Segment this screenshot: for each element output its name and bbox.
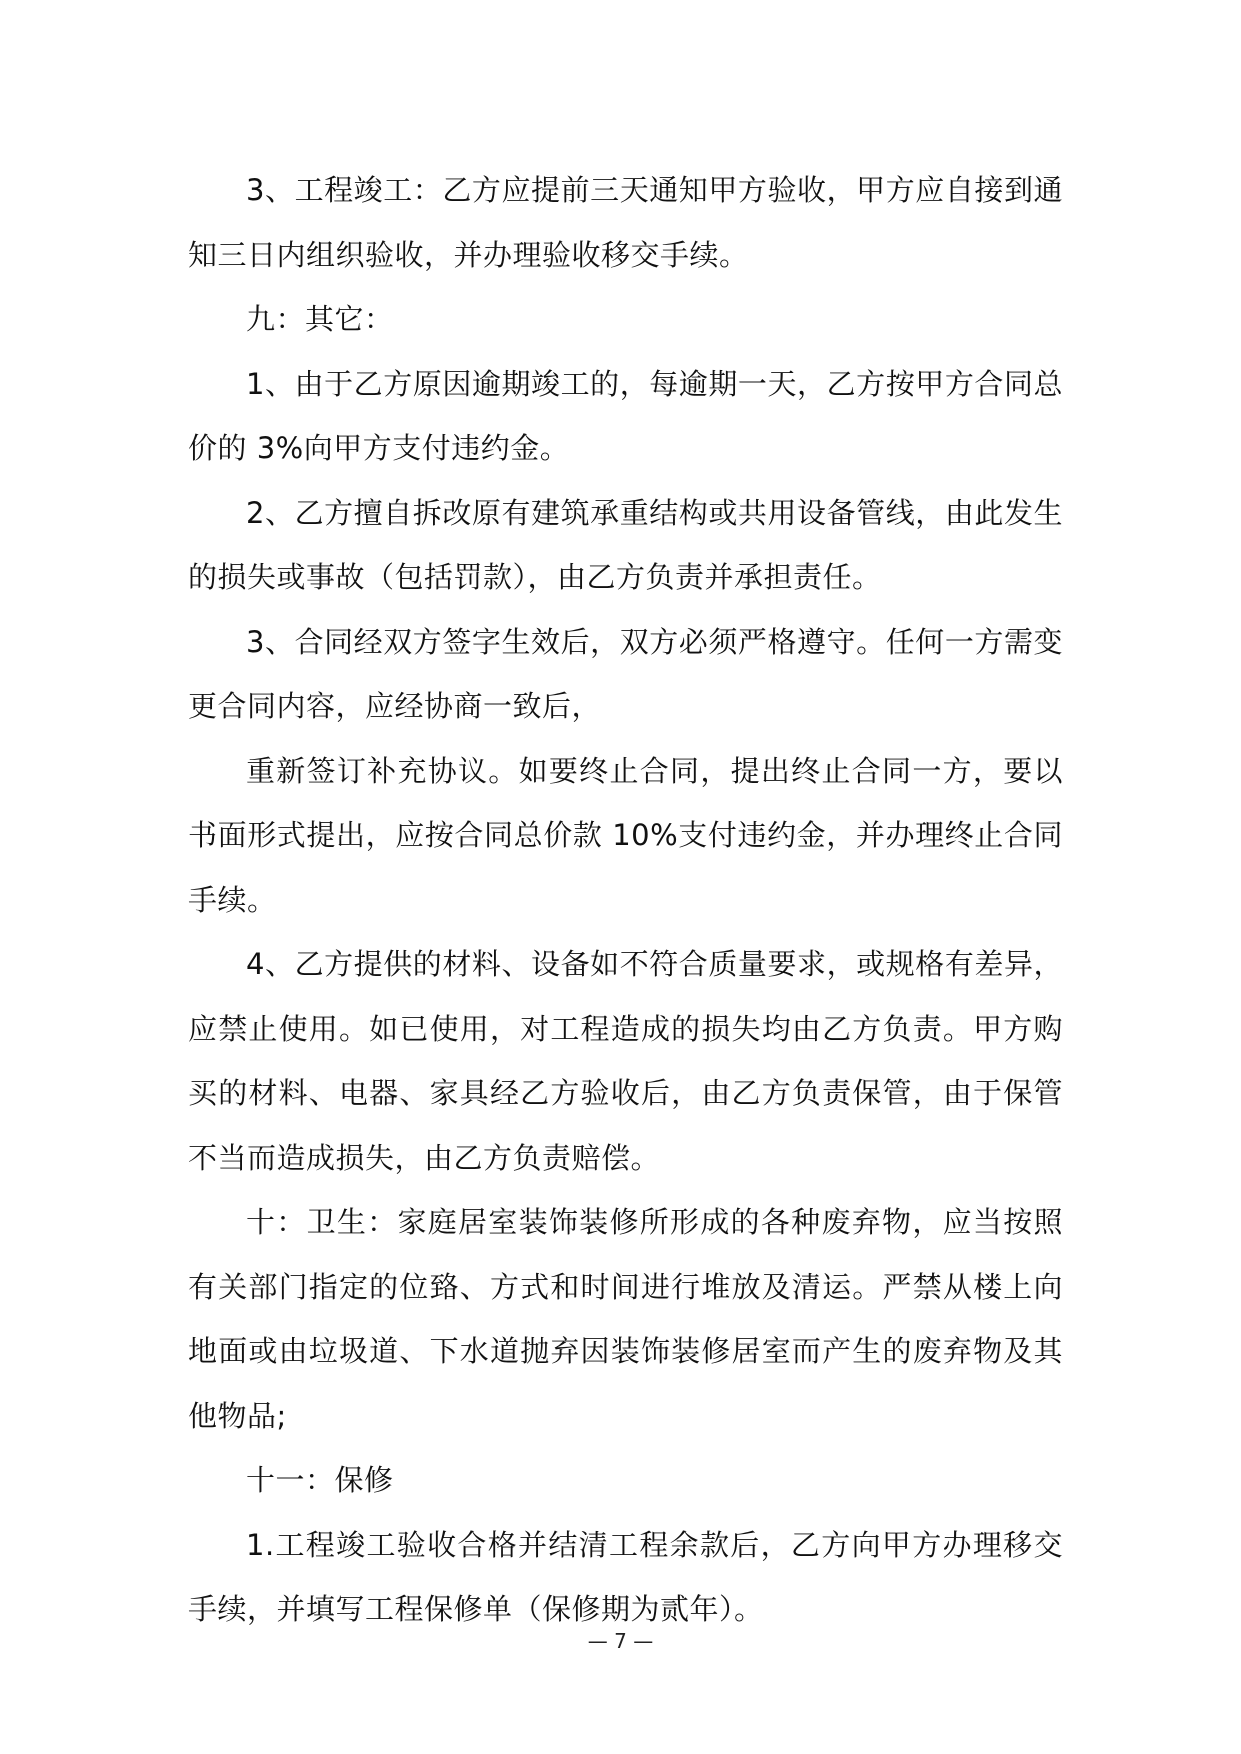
paragraph-delay-penalty: 1、由于乙方原因逾期竣工的，每逾期一天，乙方按甲方合同总价的 3%向甲方支付违约金。 [188,366,1063,465]
paragraph-warranty-handover: 1.工程竣工验收合格并结清工程余款后，乙方向甲方办理移交手续，并填写工程保修单（保修期为贰年）。 [188,1527,1063,1626]
section-heading-other: 九：其它： [246,302,394,336]
page-number: — 7 — [587,1629,654,1653]
paragraph-sanitation: 十：卫生：家庭居室装饰装修所形成的各种废弃物，应当按照有关部门指定的位臵、方式和时间进行堆放及清运。严禁从楼上向地面或由垃圾道、下水道抛弃因装饰装修居室而产生的废弃物及其他物品; [188,1205,1063,1433]
paragraph-completion-acceptance: 3、工程竣工：乙方应提前三天通知甲方验收，甲方应自接到通知三日内组织验收，并办理验收移交手续。 [188,173,1063,272]
paragraph-structural-alteration: 2、乙方擅自拆改原有建筑承重结构或共用设备管线，由此发生的损失或事故（包括罚款），由乙方负责并承担责任。 [188,495,1063,594]
paragraph-supplementary-agreement: 重新签订补充协议。如要终止合同，提出终止合同一方，要以书面形式提出，应按合同总价款 10%支付违约金，并办理终止合同手续。 [188,753,1063,917]
paragraph-contract-effect: 3、合同经双方签字生效后，双方必须严格遵守。任何一方需变更合同内容，应经协商一致后， [188,624,1063,723]
section-heading-warranty: 十一：保修 [246,1463,394,1497]
document-body [188,158,1063,1642]
paragraph-materials-quality: 4、乙方提供的材料、设备如不符合质量要求，或规格有差异，应禁止使用。如已使用，对工程造成的损失均由乙方负责。甲方购买的材料、电器、家具经乙方验收后，由乙方负责保管，由于保管不当而造成损失，由乙方负责赔偿。 [188,947,1063,1175]
